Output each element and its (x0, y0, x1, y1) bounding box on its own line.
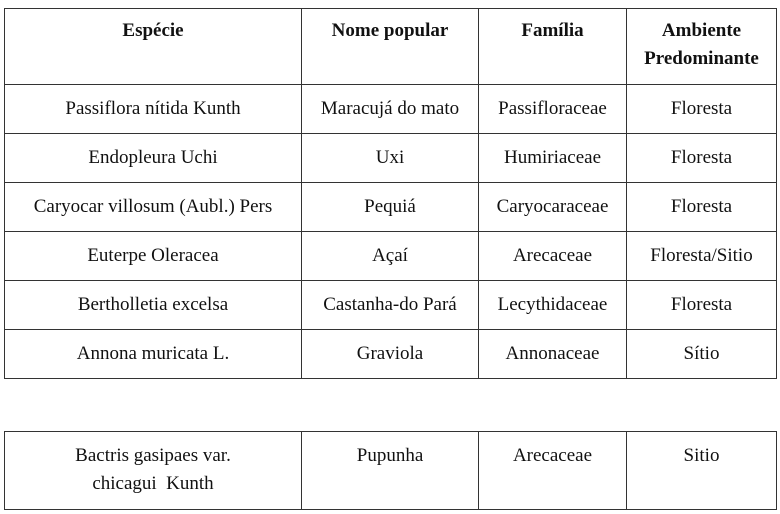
cell-nome-popular: Castanha-do Pará (302, 281, 479, 330)
cell-especie: Passiflora nítida Kunth (5, 85, 302, 134)
cell-nome-popular: Maracujá do mato (302, 85, 479, 134)
cell-familia: Caryocaraceae (479, 183, 627, 232)
cell-nome-popular: Uxi (302, 134, 479, 183)
header-ambiente: Ambiente Predominante (627, 9, 777, 85)
table-row (5, 134, 777, 183)
cell-nome-popular: Pequiá (302, 183, 479, 232)
cell-ambiente: Floresta (627, 134, 777, 183)
species-table (4, 8, 777, 379)
table-row (5, 85, 777, 134)
cell-familia: Passifloraceae (479, 85, 627, 134)
header-familia: Família (479, 9, 627, 85)
cell-especie: Caryocar villosum (Aubl.) Pers (5, 183, 302, 232)
header-nome-popular: Nome popular (302, 9, 479, 85)
cell-familia: Arecaceae (479, 432, 627, 510)
extra-species-table (4, 431, 777, 510)
cell-ambiente: Floresta (627, 281, 777, 330)
cell-familia: Arecaceae (479, 232, 627, 281)
cell-familia: Annonaceae (479, 330, 627, 379)
cell-nome-popular: Graviola (302, 330, 479, 379)
cell-familia: Lecythidaceae (479, 281, 627, 330)
table-row (5, 232, 777, 281)
cell-ambiente: Floresta/Sitio (627, 232, 777, 281)
cell-especie: Annona muricata L. (5, 330, 302, 379)
cell-ambiente: Floresta (627, 85, 777, 134)
table-row (5, 281, 777, 330)
cell-especie (5, 432, 302, 510)
cell-ambiente: Floresta (627, 183, 777, 232)
header-especie: Espécie (5, 9, 302, 85)
cell-especie: Euterpe Oleracea (5, 232, 302, 281)
species-line-2: chicagui Kunth (92, 473, 214, 494)
cell-nome-popular: Pupunha (302, 432, 479, 510)
cell-familia: Humiriaceae (479, 134, 627, 183)
table-row (5, 183, 777, 232)
table-row (5, 330, 777, 379)
header-row (5, 9, 777, 85)
table-row (5, 432, 777, 510)
cell-especie: Endopleura Uchi (5, 134, 302, 183)
cell-especie: Bertholletia excelsa (5, 281, 302, 330)
cell-ambiente: Sítio (627, 330, 777, 379)
cell-ambiente: Sitio (627, 432, 777, 510)
cell-nome-popular: Açaí (302, 232, 479, 281)
species-line-1: Bactris gasipaes var. (75, 445, 231, 466)
